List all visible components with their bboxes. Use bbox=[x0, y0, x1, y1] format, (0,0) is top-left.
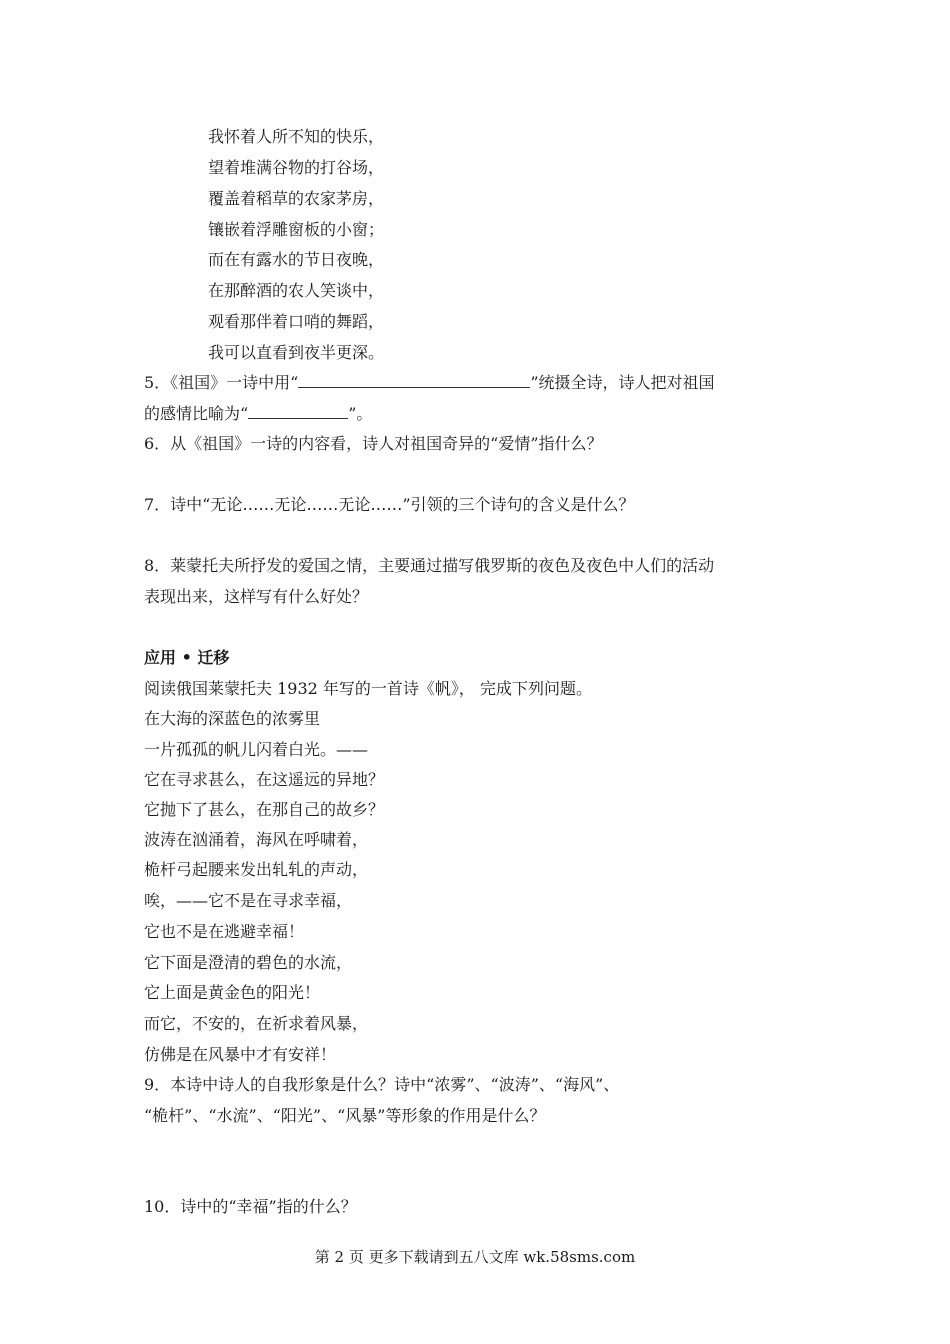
reading-intro: 阅读俄国莱蒙托夫 1932 年写的一首诗《帆》， 完成下列问题。 bbox=[144, 679, 592, 698]
answer-blank-5b[interactable] bbox=[248, 403, 348, 419]
answer-blank-5a[interactable] bbox=[298, 372, 530, 388]
page-footer: 第 2 页 更多下载请到五八文库 wk.58sms.com bbox=[314, 1248, 636, 1266]
poem1-line-8: 我可以直看到夜半更深。 bbox=[208, 343, 385, 362]
question-8-line-1: 8．莱蒙托夫所抒发的爱国之情，主要通过描写俄罗斯的夜色及夜色中人们的活动 bbox=[144, 556, 715, 575]
question-9-line-1: 9．本诗中诗人的自我形象是什么？诗中“浓雾”、“波涛”、“海风”、 bbox=[144, 1075, 620, 1094]
question-7: 7．诗中“无论……无论……无论……”引领的三个诗句的含义是什么？ bbox=[144, 495, 635, 514]
question-5-line-2 bbox=[144, 403, 372, 424]
poem1-line-4: 镶嵌着浮雕窗板的小窗； bbox=[208, 220, 385, 239]
poem2-line-7: 唉，——它不是在寻求幸福， bbox=[144, 891, 353, 910]
section-heading: 应用 • 迁移 bbox=[144, 648, 230, 667]
poem2-line-3: 它在寻求甚么，在这遥远的异地？ bbox=[144, 770, 385, 789]
poem1-line-2: 望着堆满谷物的打谷场， bbox=[208, 158, 385, 177]
poem1-line-3: 覆盖着稻草的农家茅房， bbox=[208, 189, 385, 208]
poem2-line-4: 它抛下了甚么，在那自己的故乡？ bbox=[144, 800, 385, 819]
question-5-line-1 bbox=[144, 372, 715, 393]
poem2-line-10: 它上面是黄金色的阳光！ bbox=[144, 983, 321, 1002]
poem2-line-1: 在大海的深蓝色的浓雾里 bbox=[144, 709, 321, 728]
poem2-line-8: 它也不是在逃避幸福！ bbox=[144, 922, 305, 941]
poem1-line-7: 观看那伴着口哨的舞蹈， bbox=[208, 312, 385, 331]
question-8-line-2: 表现出来，这样写有什么好处？ bbox=[144, 587, 369, 606]
poem2-line-11: 而它，不安的，在祈求着风暴， bbox=[144, 1014, 369, 1033]
poem1-line-5: 而在有露水的节日夜晚， bbox=[208, 250, 385, 269]
poem2-line-5: 波涛在汹涌着，海风在呼啸着， bbox=[144, 830, 369, 849]
question-10: 10．诗中的“幸福”指的什么？ bbox=[144, 1197, 357, 1216]
question-9-line-2: “桅杆”、“水流”、“阳光”、“风暴”等形象的作用是什么？ bbox=[144, 1106, 546, 1125]
poem2-line-12: 仿佛是在风暴中才有安祥！ bbox=[144, 1045, 337, 1064]
question-5-prefix: 5．《祖国》一诗中用“ bbox=[144, 373, 299, 392]
poem1-line-1: 我怀着人所不知的快乐， bbox=[208, 127, 385, 146]
question-6: 6．从《祖国》一诗的内容看，诗人对祖国奇异的“爱情”指什么？ bbox=[144, 434, 603, 453]
question-5-mid: ”统摄全诗，诗人把对祖国 bbox=[530, 373, 715, 392]
question-5-line2-prefix: 的感情比喻为“ bbox=[144, 404, 249, 423]
poem2-line-6: 桅杆弓起腰来发出轧轧的声动， bbox=[144, 860, 369, 879]
poem2-line-9: 它下面是澄清的碧色的水流， bbox=[144, 953, 353, 972]
poem2-line-2: 一片孤孤的帆儿闪着白光。—— bbox=[144, 740, 369, 759]
poem1-line-6: 在那醉酒的农人笑谈中， bbox=[208, 281, 385, 300]
question-5-line2-suffix: ”。 bbox=[348, 404, 373, 423]
